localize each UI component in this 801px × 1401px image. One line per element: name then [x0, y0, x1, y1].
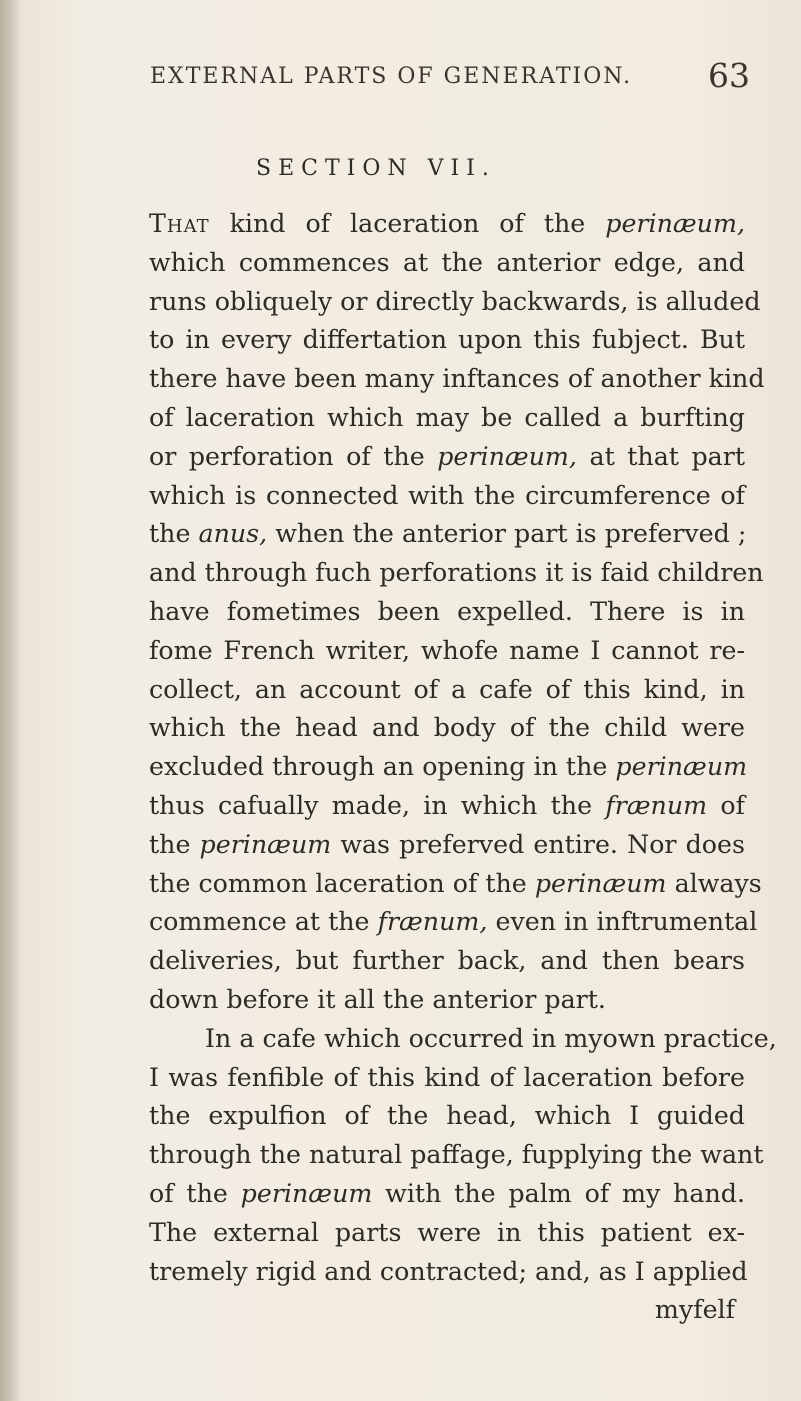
text-line [149, 438, 745, 477]
line-text: kind of laceration of the [209, 209, 606, 238]
line-text: of the [149, 1178, 241, 1208]
italic-term: perinæum [240, 1178, 373, 1208]
text-line: fome French writer, whofe name I cannot re- [149, 635, 745, 665]
text-line: which the head and body of the child were [149, 713, 745, 743]
line-tail: at that part [576, 441, 745, 471]
paragraph-2 [149, 1020, 777, 1292]
text-line: deliveries, but further back, and then bears [149, 946, 745, 976]
line-text: the [149, 519, 199, 549]
line-text: the [149, 829, 200, 859]
text-line: runs obliquely or directly backwards, is alluded [149, 286, 761, 316]
italic-term: perinæum, [605, 209, 745, 238]
text-line: to in every differtation upon this fubject. But [149, 325, 745, 355]
text-line [149, 903, 758, 942]
page-header [150, 50, 750, 100]
italic-term: perinæum [199, 829, 332, 859]
italic-term: perinæum [615, 752, 748, 782]
first-word: That [149, 209, 210, 238]
line-text: thus cafually made, in which the [149, 790, 606, 820]
text-line: tremely rigid and contracted; and, as I applied [149, 1256, 748, 1286]
text-line: down before it all the anterior part. [149, 984, 606, 1014]
text-line: The external parts were in this patient ex- [149, 1217, 745, 1247]
line-text: the common laceration of the [149, 868, 535, 898]
text-line [149, 748, 748, 787]
text-line: I was fenfible of this kind of laceration before [149, 1062, 745, 1092]
text-line [149, 515, 745, 554]
text-line: and through fuch perforations it is faid children [149, 558, 764, 588]
line-tail: when the anterior part is preferved ; [267, 519, 747, 549]
page-gutter-shadow [0, 0, 20, 1401]
text-line: there have been many inftances of another kind [149, 364, 765, 394]
italic-term: frænum, [377, 907, 488, 937]
text-line: the expulfion of the head, which I guided [149, 1101, 745, 1131]
text-line: In a cafe which occurred in myown practice, [205, 1023, 777, 1053]
section-heading: SECTION VII. [256, 156, 496, 181]
text-line: which is connected with the circumference of [149, 480, 745, 510]
italic-term: frænum [605, 790, 708, 820]
line-tail: was preferved entire. Nor does [331, 829, 745, 859]
page-number: 63 [708, 56, 750, 95]
line-tail: with the palm of my hand. [372, 1178, 745, 1208]
italic-term: perinæum, [437, 441, 577, 471]
body-text [149, 205, 777, 1330]
running-head: EXTERNAL PARTS OF GENERATION. [150, 64, 633, 89]
line-tail: always [666, 868, 762, 898]
italic-term: perinæum [534, 868, 667, 898]
text-line [149, 826, 745, 865]
catchword: myfelf [654, 1295, 735, 1325]
text-line: collect, an account of a cafe of this kind, in [149, 674, 745, 704]
text-line: which commences at the anterior edge, and [149, 247, 745, 277]
text-line [149, 205, 745, 244]
line-tail: of [707, 790, 745, 820]
text-line: have fometimes been expelled. There is in [149, 596, 745, 626]
text-line: of laceration which may be called a burfting [149, 402, 745, 432]
line-text: or perforation of the [149, 441, 438, 471]
italic-term: anus, [198, 519, 268, 549]
text-line [149, 1175, 745, 1214]
text-line [149, 787, 745, 826]
line-text: excluded through an opening in the [149, 752, 616, 782]
paragraph-1 [149, 205, 765, 1020]
line-text: commence at the [149, 907, 378, 937]
text-line: through the natural paffage, fupplying the want [149, 1140, 764, 1170]
line-tail: even in inftrumental [487, 907, 758, 937]
text-line [149, 865, 762, 904]
